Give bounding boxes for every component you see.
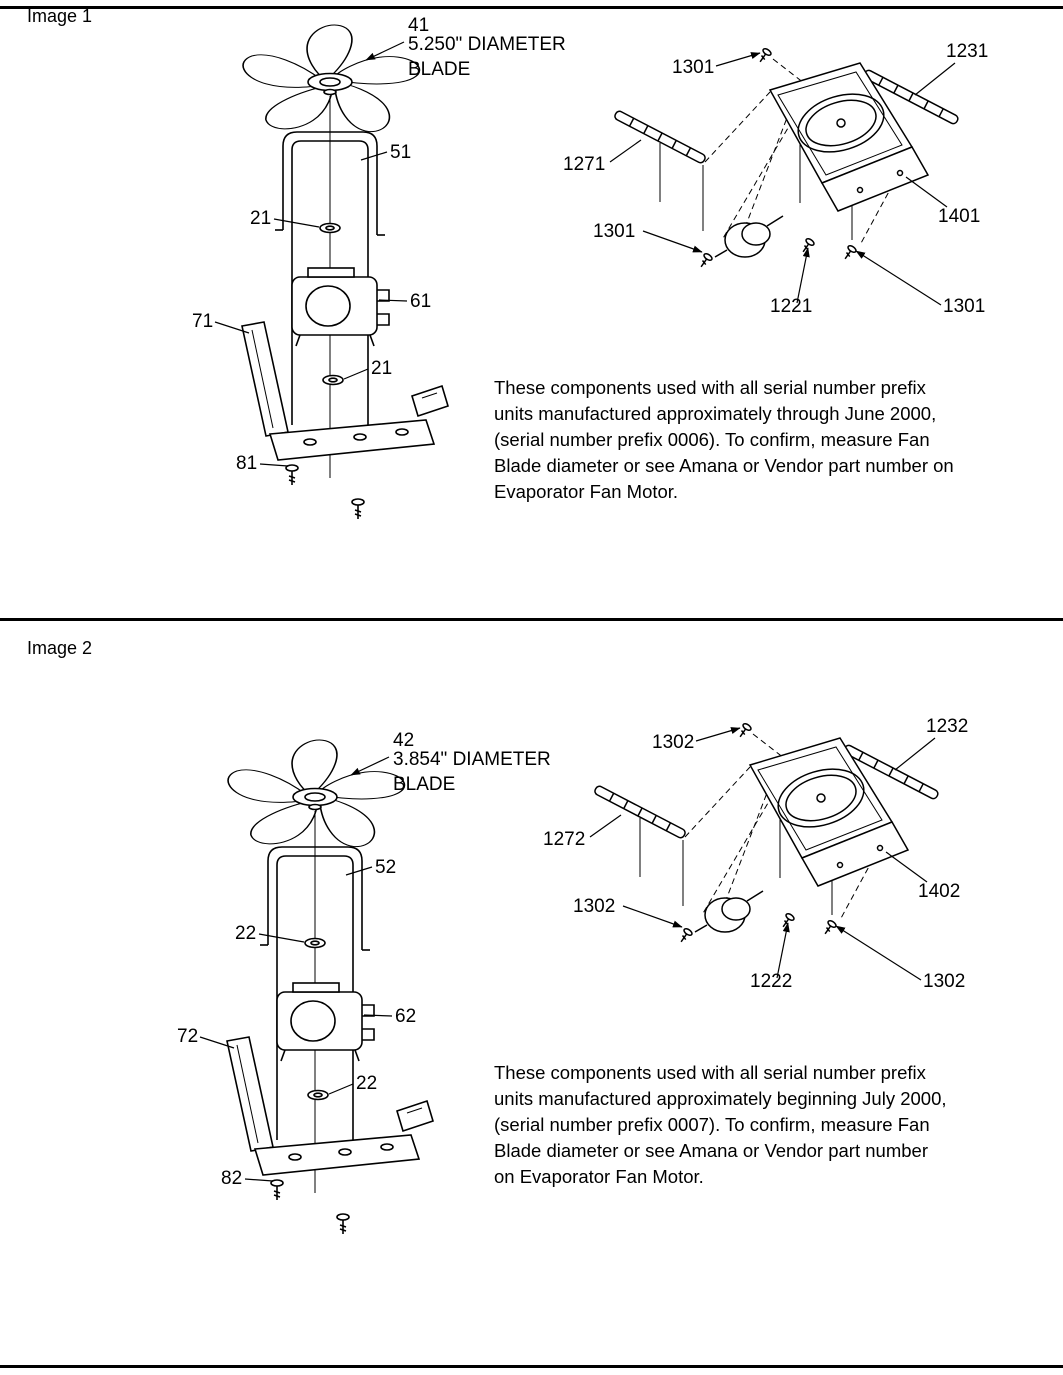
callout-screw-top: 1302 (652, 732, 695, 753)
callout-bracket-top: 52 (375, 857, 397, 878)
callout-screw: 82 (221, 1168, 243, 1189)
description-line: (serial number prefix 0006). To confirm, measure Fan (494, 429, 930, 450)
leader-lines (215, 42, 407, 466)
description-line: These components used with all serial number prefix (494, 377, 926, 398)
fan-assembly-drawing (227, 737, 433, 1234)
callout-motor: 62 (395, 1006, 417, 1027)
callout-screw-bottom: 1302 (923, 971, 966, 992)
callout-bracket: 1402 (918, 881, 961, 902)
callout-rod-left: 1272 (543, 829, 586, 850)
callout-screw-top: 1301 (672, 57, 715, 78)
blade-note-line1: 5.250" DIAMETER (408, 34, 566, 55)
section-image1 (0, 0, 1063, 620)
callout-rod-right: 1231 (946, 41, 989, 62)
exploded-diagram-1 (0, 0, 1063, 620)
callout-washer-top: 21 (250, 208, 272, 229)
leader-lines (200, 757, 392, 1181)
callout-screw-bottom: 1301 (943, 296, 986, 317)
callout-screw: 81 (236, 453, 258, 474)
middle-rule (0, 618, 1063, 621)
description-line: Blade diameter or see Amana or Vendor part number on (494, 455, 954, 476)
description-line: Evaporator Fan Motor. (494, 481, 679, 502)
description (494, 1060, 947, 1190)
callout-bracket-bottom: 72 (177, 1026, 199, 1047)
callout-motor: 1222 (750, 971, 793, 992)
description-line: (serial number prefix 0007). To confirm, measure Fan (494, 1114, 930, 1135)
callout-blade: 42 (393, 730, 415, 751)
section-image2 (0, 630, 1063, 1375)
blade-note-line2: BLADE (408, 59, 471, 80)
shroud-assembly-group (543, 716, 968, 992)
bottom-rule (0, 1365, 1063, 1368)
description-line: units manufactured approximately through June 2000, (494, 403, 937, 424)
callout-bracket-bottom: 71 (192, 311, 214, 332)
callout-rod-left: 1271 (563, 154, 606, 175)
callout-screw-mid: 1301 (593, 221, 636, 242)
exploded-diagram-2 (0, 630, 1063, 1375)
shroud-assembly-group (563, 41, 988, 317)
section-title: Image 2 (27, 638, 93, 658)
shroud-assembly-drawing (614, 47, 960, 269)
callout-motor: 61 (410, 291, 432, 312)
description-line: Blade diameter or see Amana or Vendor part number (494, 1140, 928, 1161)
fan-assembly-drawing (242, 22, 448, 519)
callout-screw-mid: 1302 (573, 896, 616, 917)
callout-bracket: 1401 (938, 206, 981, 227)
shroud-assembly-drawing (594, 722, 940, 944)
description (494, 375, 954, 505)
callout-washer-bottom: 22 (356, 1073, 378, 1094)
callout-rod-right: 1232 (926, 716, 969, 737)
callout-washer-top: 22 (235, 923, 257, 944)
description-line: units manufactured approximately beginning July 2000, (494, 1088, 947, 1109)
description-line: on Evaporator Fan Motor. (494, 1166, 704, 1187)
section-title: Image 1 (27, 6, 93, 26)
callout-washer-bottom: 21 (371, 358, 393, 379)
blade-note-line1: 3.854" DIAMETER (393, 749, 551, 770)
callout-motor: 1221 (770, 296, 813, 317)
blade-note-line2: BLADE (393, 774, 456, 795)
callout-blade: 41 (408, 15, 430, 36)
description-line: These components used with all serial number prefix (494, 1062, 926, 1083)
callout-bracket-top: 51 (390, 142, 412, 163)
